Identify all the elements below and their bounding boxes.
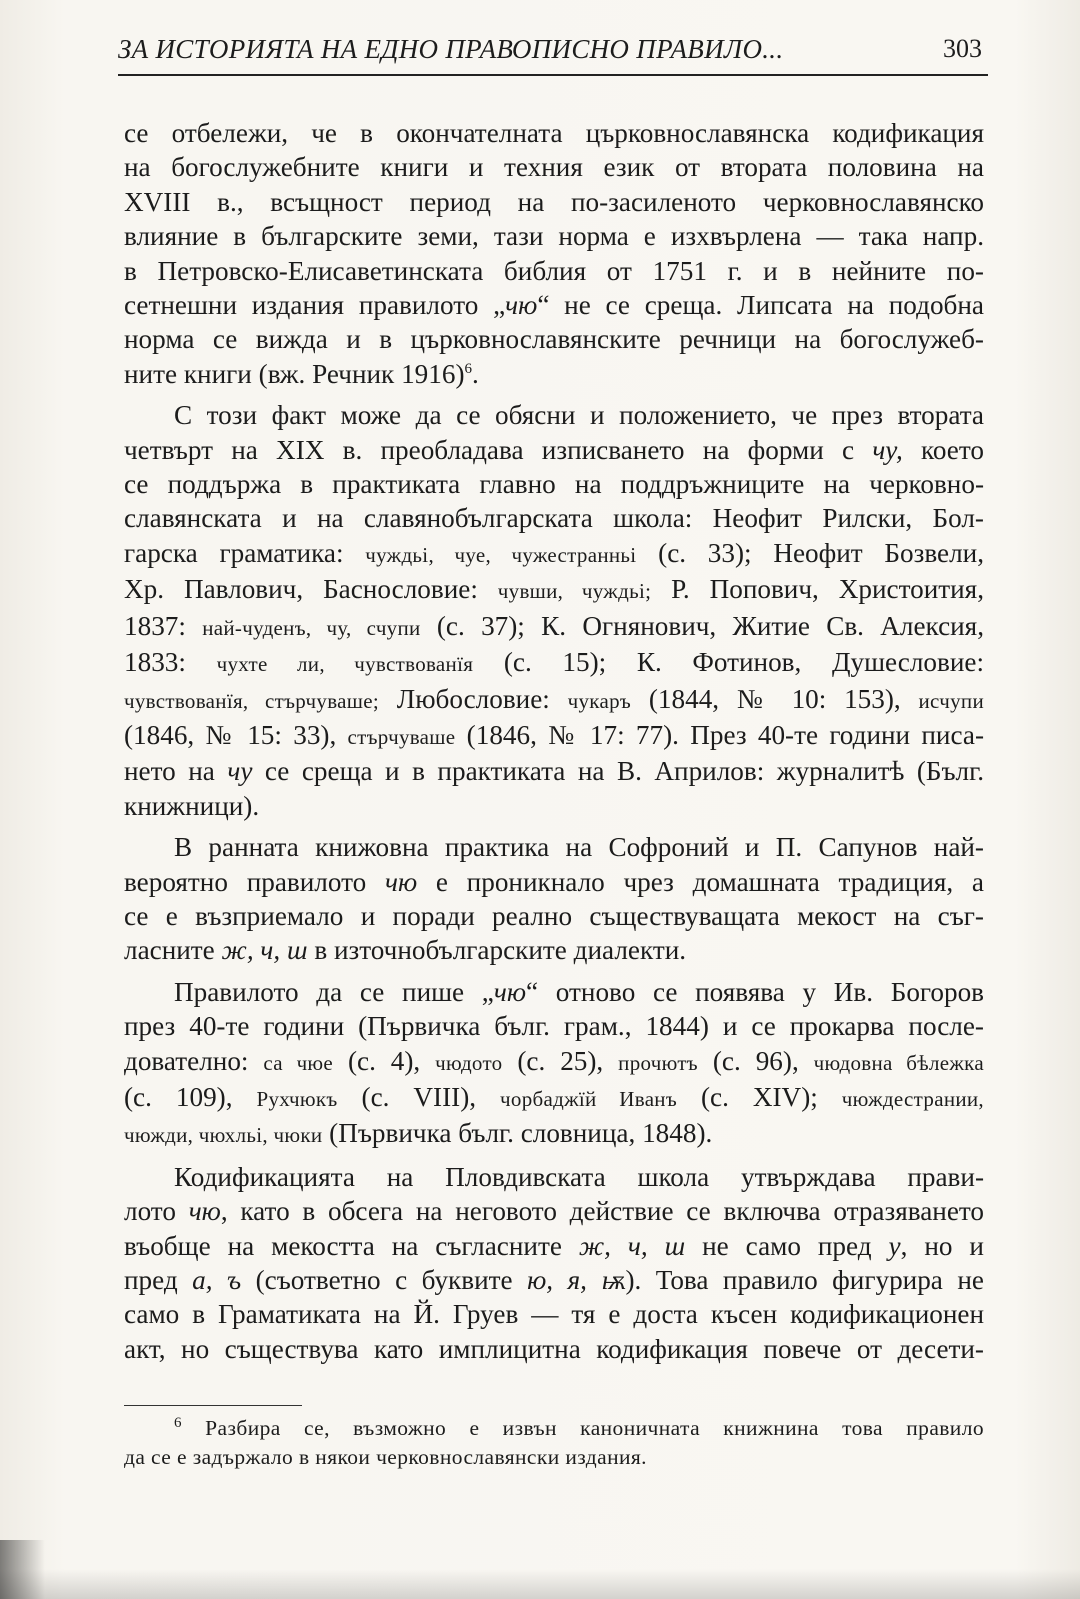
text-line: [124, 1414, 984, 1443]
text-run: е проникнало чрез домашната традиция, а: [417, 866, 984, 897]
text-line: XVIII в., всъщност период на по-засиленото черковнославянско: [124, 186, 984, 217]
old-script-example: чюдовна бѣлежка: [813, 1050, 984, 1075]
text-line: [124, 1194, 984, 1228]
text-run: гарска граматика:: [124, 537, 366, 568]
text-line: [124, 718, 984, 754]
italic-term: чю: [384, 866, 418, 897]
body-text: [124, 116, 984, 1373]
text-run: (съответно с буквите: [241, 1265, 528, 1295]
text-run: (с. 37); К. Огнянович, Житие Св. Алексия,: [420, 610, 984, 641]
italic-term: чу: [227, 756, 253, 787]
text-line: норма се вижда и в църковнославянските речници на богослужеб-: [124, 324, 984, 355]
italic-term: ж, ч, ш: [578, 1230, 686, 1261]
text-line: само в Граматиката на Й. Груев — тя е доста късен кодификационен: [124, 1299, 984, 1330]
text-run: Правилото да се пише „: [174, 976, 494, 1007]
old-script-example: исчупи: [918, 688, 984, 713]
text-run: 1837:: [124, 610, 203, 641]
text-line: акт, но съществува като имплицитна кодификация повече от десети-: [124, 1333, 984, 1364]
old-script-example: чорбаджїй Иванъ: [500, 1086, 678, 1111]
italic-term: ж, ч, ш: [221, 935, 308, 966]
text-run: (Първичка бълг. словница, 1848).: [322, 1118, 713, 1149]
text-run: което: [902, 434, 984, 465]
text-line: на богослужебните книги и техния език от втората половина на: [124, 152, 984, 183]
text-run: (с. 96),: [697, 1045, 814, 1076]
text-line: се отбележи, че в окончателната църковнославянска кодификация: [124, 118, 984, 148]
text-line: [124, 1229, 984, 1263]
old-script-example: стърчуваше: [347, 724, 456, 749]
text-run: (1846, № 15: 33),: [124, 719, 348, 750]
text-run: в източнобългарските диалекти.: [307, 935, 687, 966]
italic-term: чю: [188, 1196, 221, 1227]
running-title: ЗА ИСТОРИЯТА НА ЕДНО ПРАВОПИСНО ПРАВИЛО...: [118, 34, 784, 64]
text-run: (1844, № 10: 153),: [631, 683, 919, 714]
text-line: [124, 1080, 984, 1116]
text-line: [124, 865, 984, 899]
paragraph-4: [124, 975, 984, 1153]
text-run: 1833:: [124, 647, 217, 678]
text-line: [124, 609, 984, 645]
italic-term: чю: [493, 976, 527, 1007]
text-run: дователно:: [124, 1045, 264, 1076]
text-line: книжници).: [124, 790, 260, 821]
text-run: “ не се среща. Липсата на подобна: [537, 290, 984, 321]
footnote-ref[interactable]: 6: [464, 360, 472, 377]
footnote-number: 6: [174, 1414, 182, 1431]
old-script-example: най-чуденъ, чу, счупи: [202, 615, 421, 640]
text-run: Хр. Павлович, Баснословие:: [124, 574, 498, 605]
text-run: ласните: [124, 935, 222, 966]
old-script-example: чюждестрании,: [841, 1086, 984, 1111]
italic-term: чу,: [872, 434, 903, 465]
text-line: [124, 288, 984, 322]
text-run: , но и: [900, 1230, 984, 1261]
italic-term: ю, я, ѭ: [527, 1265, 626, 1295]
text-run: Любословие:: [378, 683, 568, 714]
text-run: пред: [124, 1265, 193, 1295]
text-line: [124, 572, 984, 608]
text-line: се е възприемало и поради реално съществуващата мекост на съг-: [124, 900, 984, 931]
text-run: (с. 4),: [333, 1045, 436, 1076]
text-line: влияние в българските земи, тази норма е изхвърлена — така напр.: [124, 221, 984, 252]
text-run: ). Това правило фигурира не: [625, 1265, 984, 1295]
old-script-example: чюдото: [435, 1050, 503, 1075]
paragraph-5: [124, 1160, 984, 1366]
text-line: В ранната книжовна практика на Софроний и П. Сапунов най-: [174, 832, 984, 863]
text-line: [124, 357, 984, 391]
text-run: ните книги (вж. Речник 1916): [124, 358, 465, 389]
text-run: (с. XIV);: [677, 1081, 842, 1112]
text-run: въобще на мекостта на съгласните: [124, 1230, 579, 1261]
footnote-divider: [124, 1405, 302, 1406]
page-number: 303: [943, 34, 982, 63]
paragraph-1: [124, 116, 984, 391]
text-run: (1846, № 17: 77). През 40-те години писа-: [455, 719, 984, 750]
text-line: в Петровско-Елисаветинската библия от 1751 г. и в нейните по-: [124, 255, 984, 286]
text-line: [124, 1116, 984, 1152]
italic-term: у: [888, 1230, 901, 1261]
text-line: [124, 536, 984, 572]
page-edge-shadow: [0, 1569, 1080, 1599]
binding-shadow: [0, 1540, 45, 1599]
old-script-example: Рухчюкъ: [256, 1086, 338, 1111]
text-run: (с. 25),: [502, 1045, 619, 1076]
running-header: [118, 30, 988, 76]
old-script-example: прочютъ: [618, 1050, 698, 1075]
text-run: Р. Попович, Христоития,: [651, 574, 984, 605]
text-line: Кодификацията на Пловдивската школа утвърждава прави-: [174, 1161, 984, 1192]
text-run: не само пред: [685, 1230, 889, 1261]
old-script-example: чувши, чуждьі;: [497, 579, 652, 604]
footnote: [124, 1414, 984, 1472]
italic-term: а, ъ: [192, 1265, 242, 1295]
text-run: Разбира се, възможно е извън каноничната книжнина това правило: [205, 1416, 984, 1440]
text-run: (с. 33); Неофит Бозвели,: [636, 537, 984, 568]
text-line: [124, 433, 984, 467]
old-script-example: чюжди, чюхльі, чюки: [124, 1123, 323, 1148]
old-script-example: са чюе: [263, 1050, 334, 1075]
text-run: “ отново се появява у Ив. Богоров: [526, 976, 985, 1007]
old-script-example: чухте ли, чувствованїя: [216, 652, 474, 677]
text-line: [124, 645, 984, 681]
old-script-example: чувствованїя, стърчуваше;: [124, 688, 379, 713]
text-run: (с. 15); К. Фотинов, Душесловие:: [473, 647, 985, 678]
text-run: .: [472, 358, 479, 389]
text-line: [124, 975, 984, 1009]
old-script-example: чукаръ: [567, 688, 632, 713]
text-run: нето на: [124, 756, 228, 787]
text-line: [124, 933, 984, 967]
old-script-example: чуждьі, чуе, чужестранньі: [365, 542, 637, 567]
text-run: , като в обсега на неговото действие се включва отразяването: [220, 1196, 985, 1227]
text-run: (с. 109),: [124, 1081, 257, 1112]
text-run: лото: [124, 1196, 189, 1227]
paragraph-3: [124, 830, 984, 968]
text-line: [124, 682, 984, 718]
text-run: се среща и в практиката на В. Априлов: журналитѣ (Бълг.: [252, 756, 984, 787]
text-run: вероятно правилото: [124, 866, 385, 897]
text-line: славянската и на славянобългарската школа: Неофит Рилски, Бол-: [124, 503, 984, 534]
text-line: [124, 754, 984, 788]
text-line: [124, 1044, 984, 1080]
text-run: сетнешни издания правилото „: [124, 290, 506, 321]
paragraph-2: [124, 398, 984, 823]
text-line: се поддържа в практиката главно на поддръжниците на черковно-: [124, 469, 984, 500]
italic-term: чю: [505, 290, 538, 321]
text-run: четвърт на XIX в. преобладава изписването на форми с: [124, 434, 873, 465]
text-run: (с. VIII),: [337, 1081, 501, 1112]
text-line: С този факт може да се обясни и положението, че през втората: [174, 400, 984, 431]
text-line: да се е задържало в някои черковнославянски издания.: [124, 1445, 647, 1469]
text-line: [124, 1263, 984, 1297]
text-line: през 40-те години (Първичка бълг. грам., 1844) и се прокарва после-: [124, 1011, 984, 1042]
